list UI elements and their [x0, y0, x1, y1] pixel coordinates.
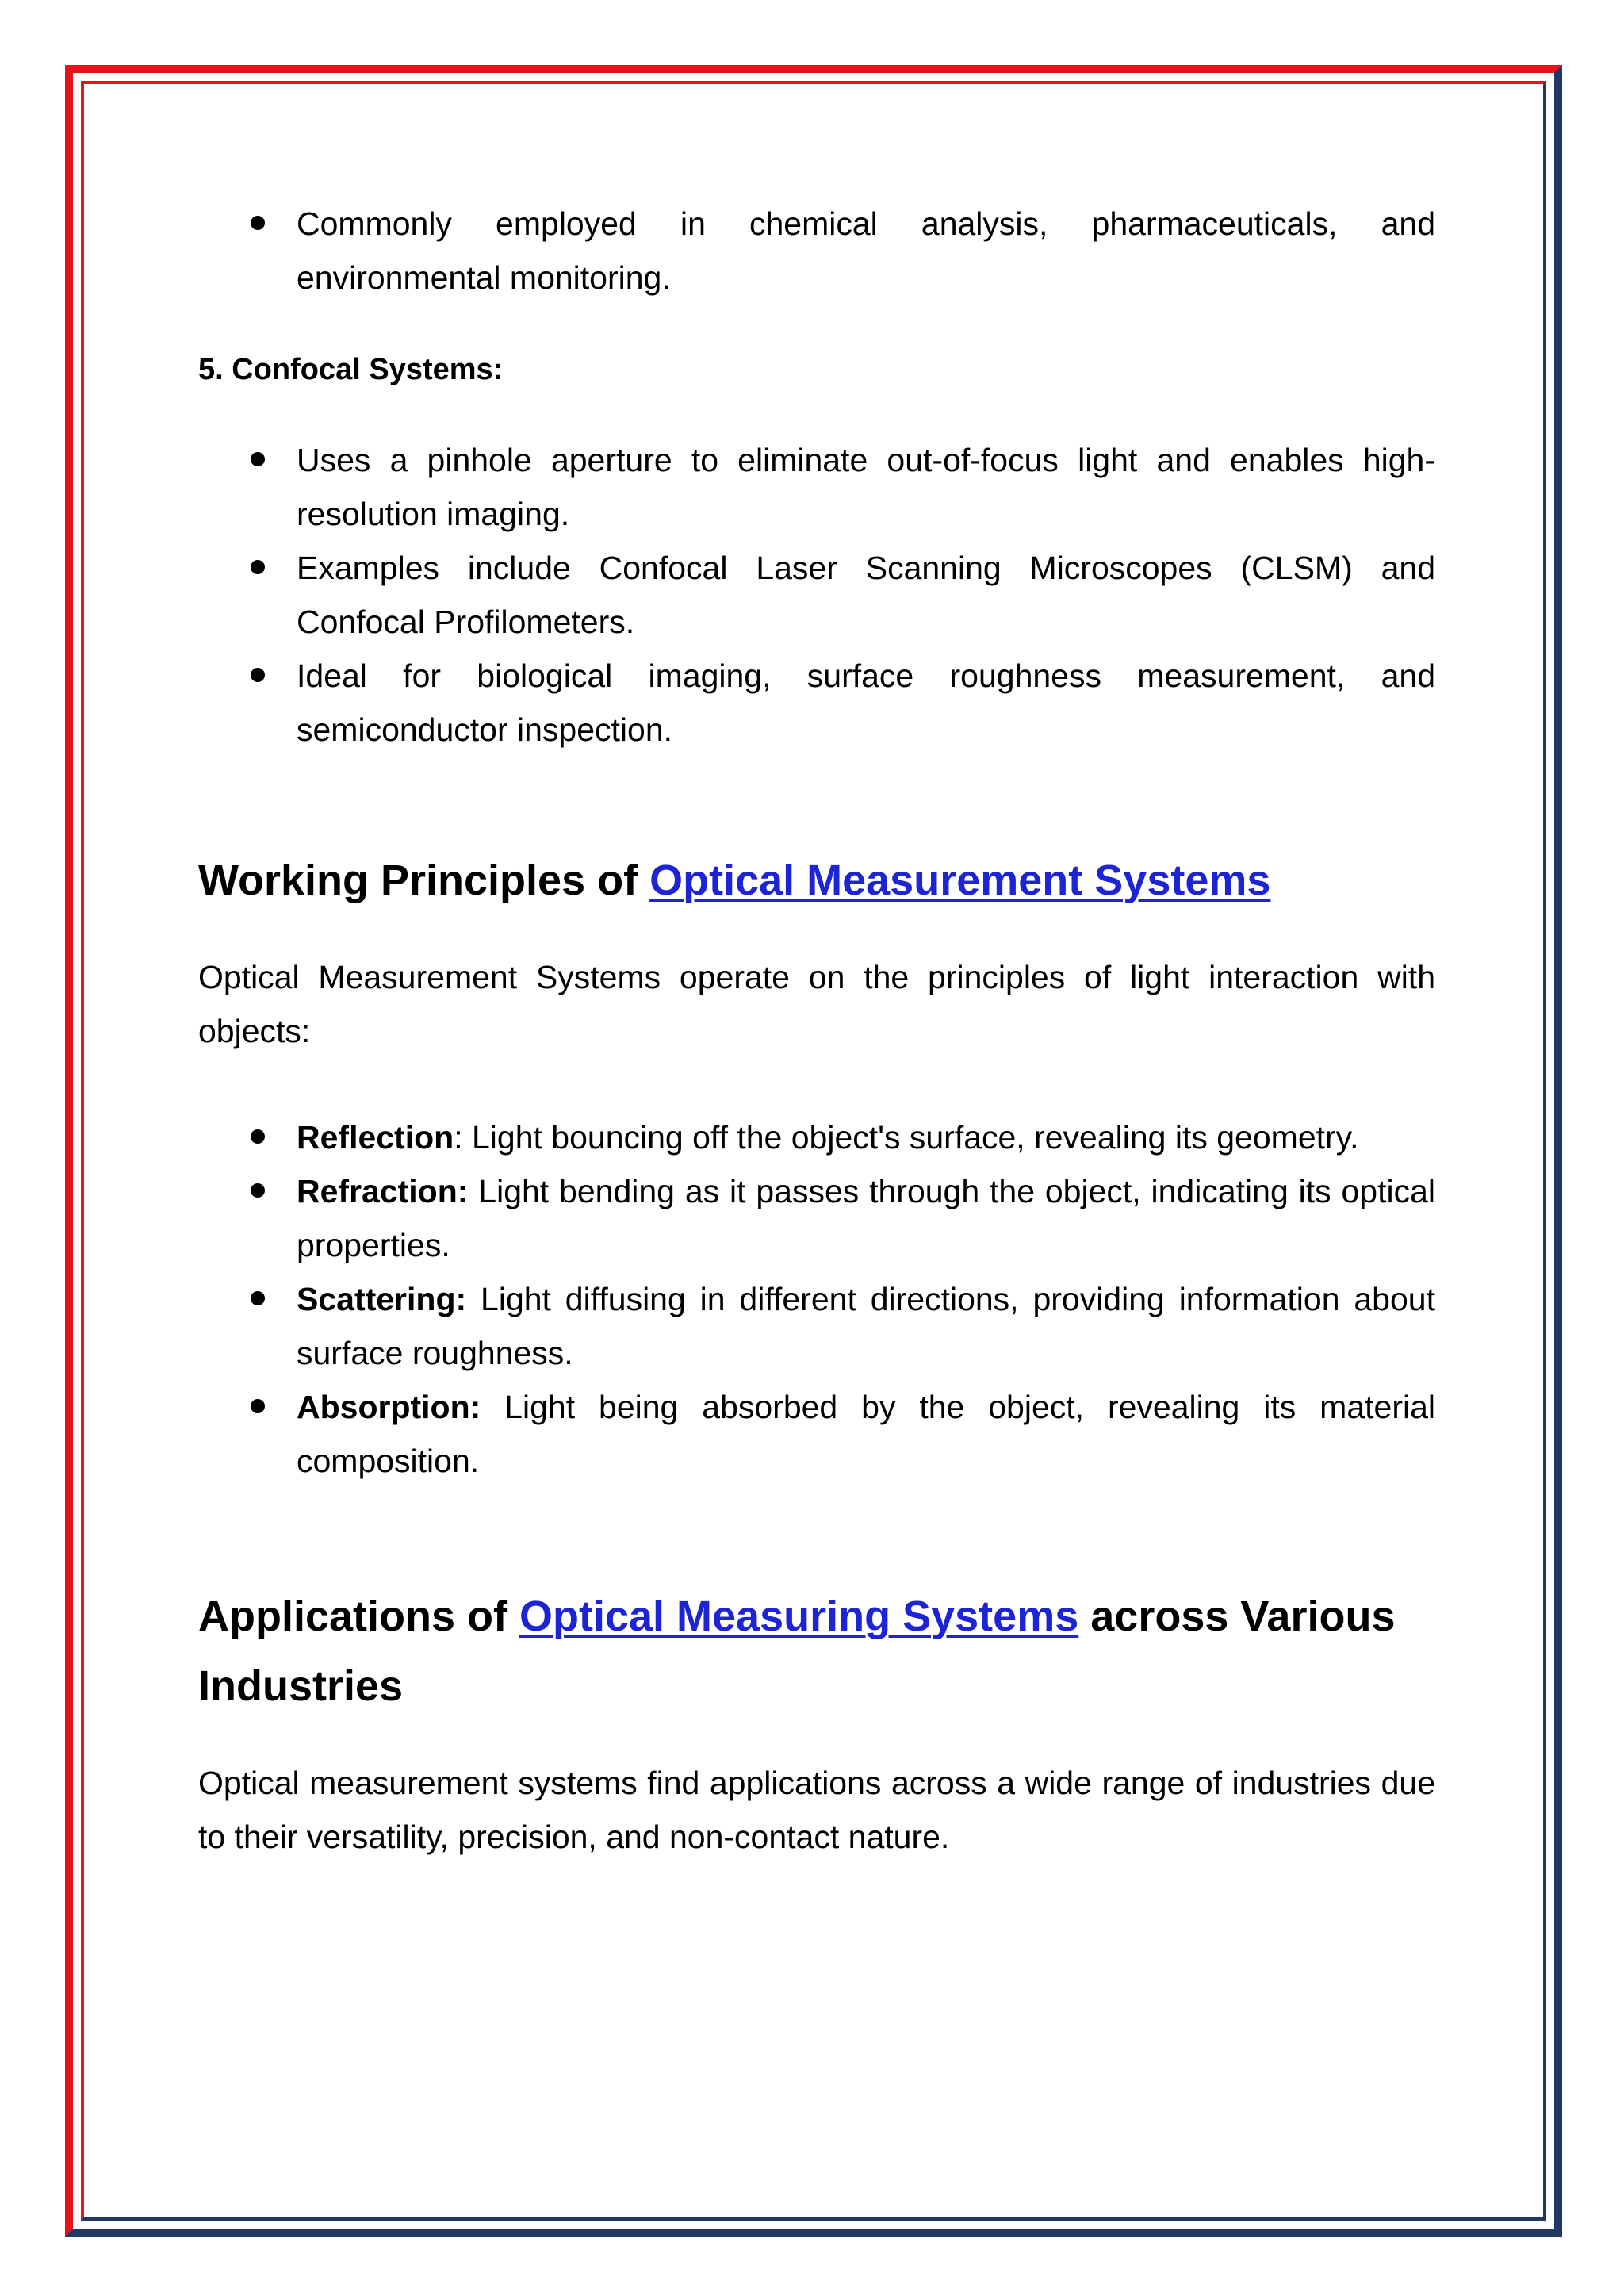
term-description: Light bending as it passes through the object, indicating its optical properties. — [297, 1173, 1435, 1263]
bullet-dot-icon — [251, 216, 265, 230]
document-content — [198, 197, 1435, 1864]
list-item-text: Ideal for biological imaging, surface roughness measurement, and semiconductor inspection. — [297, 657, 1435, 748]
principles-bullet-list — [198, 1110, 1435, 1488]
intro-bullet-list — [198, 197, 1435, 305]
list-item-text: Uses a pinhole aperture to eliminate out-of-focus light and enables high-resolution imaging. — [297, 442, 1435, 532]
list-item — [198, 1164, 1435, 1272]
heading-text: Working Principles of — [198, 857, 650, 904]
heading-text: Applications of — [198, 1593, 519, 1640]
applications-intro: Optical measurement systems find applications across a wide range of industries due to their versatility, precision, and non-contact nature. — [198, 1765, 1435, 1855]
term-label: Scattering: — [297, 1281, 467, 1317]
term-separator — [481, 1389, 504, 1425]
optical-measurement-systems-link[interactable]: Optical Measurement Systems — [649, 857, 1271, 904]
list-item-text: Commonly employed in chemical analysis, pharmaceuticals, and environmental monitoring. — [297, 205, 1435, 296]
bullet-dot-icon — [251, 1129, 265, 1144]
list-item — [198, 1272, 1435, 1380]
term-label: Reflection — [297, 1119, 454, 1156]
working-principles-intro: Optical Measurement Systems operate on the principles of light interaction with objects: — [198, 959, 1435, 1049]
heading-text: across Various Industries — [198, 1593, 1396, 1710]
term-separator — [468, 1173, 478, 1209]
list-item — [198, 433, 1435, 541]
term-description: Light diffusing in different directions, providing information about surface roughness. — [297, 1281, 1435, 1371]
term-description: Light being absorbed by the object, revealing its material composition. — [297, 1389, 1435, 1479]
list-item — [198, 1110, 1435, 1164]
term-separator: : — [454, 1119, 472, 1156]
bullet-dot-icon — [251, 560, 265, 574]
bullet-dot-icon — [251, 668, 265, 682]
term-label: Refraction: — [297, 1173, 469, 1209]
confocal-bullet-list — [198, 433, 1435, 757]
bullet-dot-icon — [251, 1399, 265, 1413]
term-description: Light bouncing off the object's surface, revealing its geometry. — [472, 1119, 1359, 1156]
list-item-text: Examples include Confocal Laser Scanning Microscopes (CLSM) and Confocal Profilometers. — [297, 550, 1435, 640]
bullet-dot-icon — [251, 1291, 265, 1305]
bullet-dot-icon — [251, 452, 265, 466]
list-item — [198, 541, 1435, 649]
working-principles-heading — [198, 845, 1435, 915]
list-item — [198, 1380, 1435, 1488]
list-item — [198, 649, 1435, 757]
applications-heading — [198, 1581, 1435, 1721]
optical-measuring-systems-link[interactable]: Optical Measuring Systems — [519, 1593, 1079, 1640]
term-label: Absorption: — [297, 1389, 481, 1425]
bullet-dot-icon — [251, 1183, 265, 1198]
list-item — [198, 197, 1435, 305]
term-separator — [466, 1281, 481, 1317]
confocal-systems-heading: 5. Confocal Systems: — [198, 353, 504, 386]
